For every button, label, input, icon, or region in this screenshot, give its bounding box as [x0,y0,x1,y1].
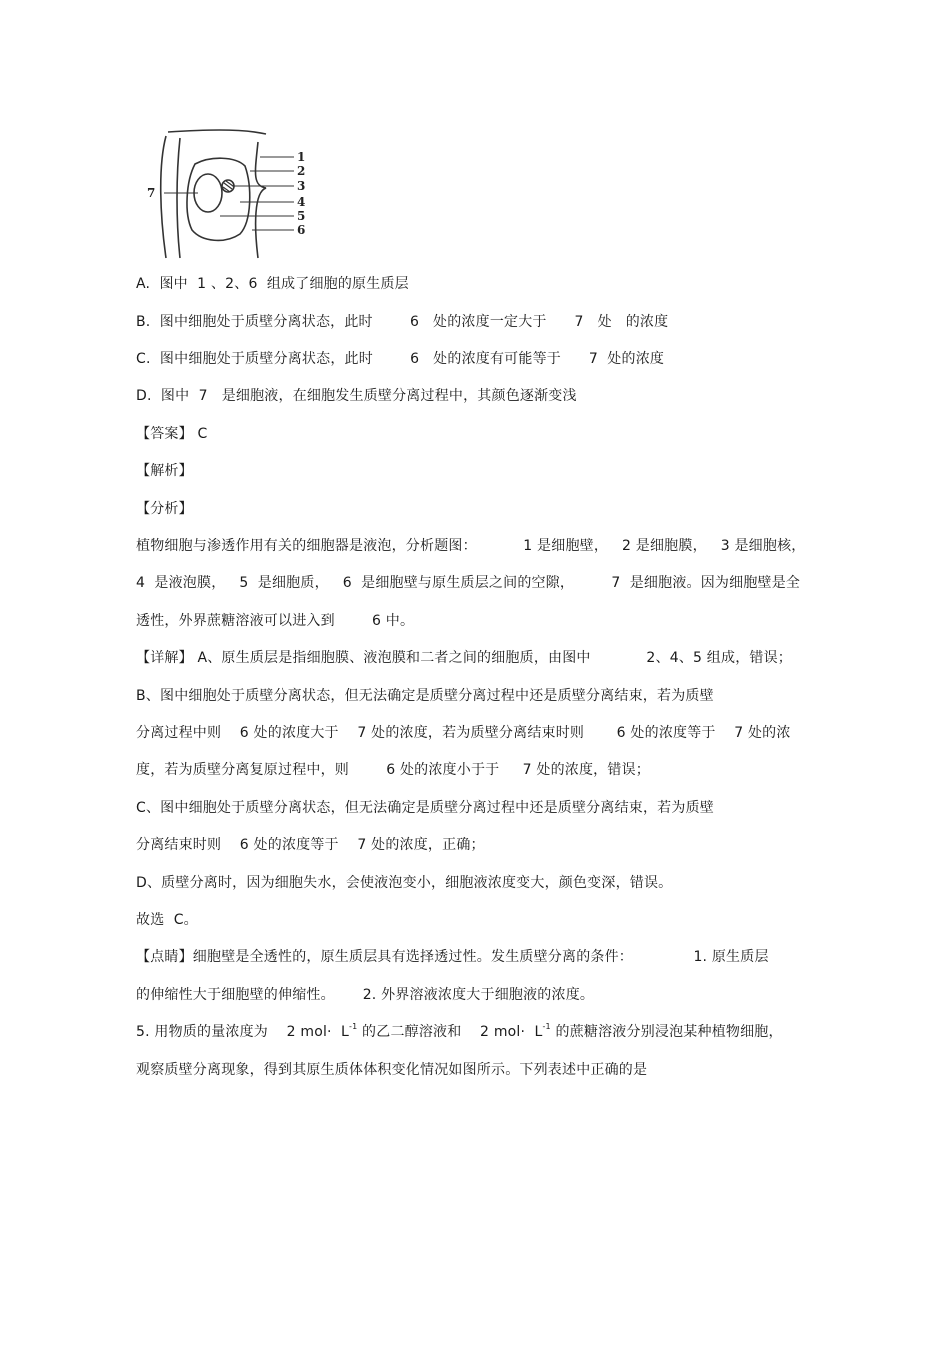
detail-line: 【详解】 A、原生质层是指细胞膜、液泡膜和二者之间的细胞质，由图中 2、4、5 组成，错误； [136,650,792,666]
answer-line: 【答案】 C [136,426,208,442]
label-3: 3 [297,179,306,193]
option-a: A. 图中 1 、2、6 组成了细胞的原生质层 [136,276,409,292]
q5-text-c: 的蔗糖溶液分别浸泡某种植物细胞， [550,1024,783,1040]
q5-text-a: 5. 用物质的量浓度为 2 mol· L [136,1024,350,1040]
analysis-line: 4 是液泡膜， 5 是细胞质， 6 是细胞壁与原生质层之间的空隙， 7 是细胞液。因为细胞壁是全 [136,575,801,591]
detail-line: 分离结束时则 6 处的浓度等于 7 处的浓度，正确； [136,837,485,853]
label-1: 1 [297,150,306,164]
cell-wall-outline [168,130,266,134]
cell-wall-left [161,136,166,258]
cell-diagram-svg [140,126,320,262]
detail-line: 度，若为质壁分离复原过程中，则 6 处的浓度小于于 7 处的浓度，错误； [136,762,650,778]
option-c: C. 图中细胞处于质壁分离状态，此时 6 处的浓度有可能等于 7 处的浓度 [136,351,665,367]
option-b: B. 图中细胞处于质壁分离状态，此时 6 处的浓度一定大于 7 处 的浓度 [136,314,669,330]
label-7: 7 [147,186,156,200]
option-d: D. 图中 7 是细胞液，在细胞发生质壁分离过程中，其颜色逐渐变浅 [136,388,577,404]
q5-sup-2: -1 [542,1022,551,1031]
q5-text-b: 的乙二醇溶液和 2 mol· L [357,1024,543,1040]
detail-line: D、质壁分离时，因为细胞失水，会使液泡变小，细胞液浓度变大，颜色变深，错误。 [136,875,673,891]
cell-membrane [187,158,250,240]
tip-line: 的伸缩性大于细胞壁的伸缩性。 2. 外界溶液浓度大于细胞液的浓度。 [136,987,595,1003]
cell-wall-right [255,142,266,258]
label-4: 4 [297,195,306,209]
analysis-line: 透性，外界蔗糖溶液可以进入到 6 中。 [136,613,415,629]
question-5-line-1 [136,1022,783,1042]
q5-sup-1: -1 [349,1022,358,1031]
analysis-line: 植物细胞与渗透作用有关的细胞器是液泡，分析题图： 1 是细胞壁， 2 是细胞膜， 3 是细胞核， [136,538,806,554]
cell-wall-inner-left [177,138,180,258]
detail-line: 分离过程中则 6 处的浓度大于 7 处的浓度，若为质壁分离结束时则 6 处的浓度等于 7 处的浓 [136,725,791,741]
analysis-header: 【分析】 [136,501,193,517]
tip-line: 【点睛】细胞壁是全透性的，原生质层具有选择透过性。发生质壁分离的条件： 1. 原生质层 [136,949,769,965]
label-2: 2 [297,164,306,178]
detail-line: C、图中细胞处于质壁分离状态，但无法确定是质壁分离过程中还是质壁分离结束，若为质壁 [136,800,714,816]
explain-header: 【解析】 [136,463,193,479]
label-5: 5 [297,209,306,223]
plant-cell-diagram [140,126,320,262]
label-6: 6 [297,223,306,237]
detail-line: B、图中细胞处于质壁分离状态，但无法确定是质壁分离过程中还是质壁分离结束，若为质壁 [136,688,714,704]
vacuole [194,174,222,212]
detail-line: 故选 C。 [136,912,198,928]
question-5-line-2: 观察质壁分离现象，得到其原生质体体积变化情况如图所示。下列表述中正确的是 [136,1062,648,1078]
